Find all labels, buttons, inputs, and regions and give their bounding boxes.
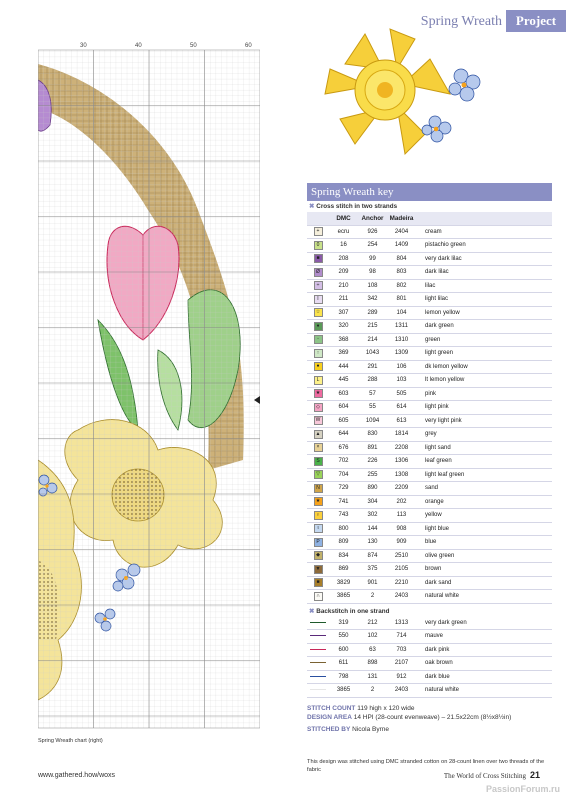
- key-row: [307, 643, 552, 657]
- symbol-swatch: ★: [314, 497, 323, 506]
- key-row: [307, 306, 552, 320]
- dmc-code: ecru: [337, 228, 350, 235]
- symbol-swatch: I: [314, 295, 323, 304]
- col-madeira: Madeira: [387, 212, 416, 225]
- anchor-code: 57: [369, 390, 376, 397]
- anchor-code: 901: [367, 579, 378, 586]
- colour-name: mauve: [425, 633, 444, 640]
- madeira-code: 1310: [394, 336, 409, 343]
- symbol-swatch: ι: [314, 524, 323, 533]
- backstitch-line-swatch: [310, 676, 326, 677]
- symbol-swatch: ●: [314, 362, 323, 371]
- symbol-swatch: L: [314, 376, 323, 385]
- madeira-code: 703: [396, 646, 407, 653]
- anchor-code: 131: [367, 673, 378, 680]
- anchor-code: 891: [367, 444, 378, 451]
- cross-icon: ✖: [309, 203, 315, 210]
- key-row: [307, 252, 552, 266]
- anchor-code: 898: [367, 660, 378, 667]
- anchor-code: 289: [367, 309, 378, 316]
- key-title: Spring Wreath key: [307, 183, 552, 201]
- madeira-code: 1309: [394, 350, 409, 357]
- key-row: [307, 320, 552, 334]
- anchor-code: 212: [367, 619, 378, 626]
- backstitch-heading: ✖ Backstitch in one strand: [309, 607, 390, 615]
- madeira-code: 103: [396, 377, 407, 384]
- anchor-code: 291: [367, 363, 378, 370]
- key-row: [307, 374, 552, 388]
- colour-name: light blue: [425, 525, 450, 532]
- dmc-code: 869: [338, 566, 349, 573]
- dmc-code: 444: [338, 363, 349, 370]
- dmc-code: 611: [338, 660, 349, 667]
- colour-name: dark pink: [425, 646, 450, 653]
- madeira-code: 614: [396, 404, 407, 411]
- axis-label-30: 30: [80, 43, 87, 49]
- symbol-swatch: Ø: [314, 268, 323, 277]
- key-row: [307, 293, 552, 307]
- anchor-code: 890: [367, 485, 378, 492]
- stitched-by: STITCHED BY Nicola Byrne: [307, 725, 390, 733]
- colour-name: olive green: [425, 552, 455, 559]
- key-row: [307, 590, 552, 604]
- symbol-swatch: P: [314, 538, 323, 547]
- colour-name: very light pink: [425, 417, 462, 424]
- colour-name: light sand: [425, 444, 451, 451]
- madeira-code: 113: [396, 512, 407, 519]
- anchor-code: 130: [367, 539, 378, 546]
- madeira-code: 909: [396, 539, 407, 546]
- madeira-code: 2209: [394, 485, 409, 492]
- symbol-swatch: ∩: [314, 592, 323, 601]
- backstitch-line-swatch: [310, 622, 326, 623]
- colour-name: light leaf green: [425, 471, 465, 478]
- colour-name: light green: [425, 350, 454, 357]
- backstitch-line-swatch: [310, 662, 326, 663]
- madeira-code: 106: [396, 363, 407, 370]
- dmc-code: 307: [338, 309, 349, 316]
- section-title: Spring Wreath: [420, 14, 502, 29]
- dmc-code: 809: [338, 539, 349, 546]
- colour-name: yellow: [425, 512, 442, 519]
- cross-stitch-table: [307, 212, 552, 604]
- dmc-code: 319: [338, 619, 349, 626]
- anchor-code: 288: [367, 377, 378, 384]
- madeira-code: 801: [396, 296, 407, 303]
- colour-name: cream: [425, 228, 442, 235]
- key-row: [307, 670, 552, 684]
- colour-name: dark green: [425, 323, 454, 330]
- key-row: [307, 347, 552, 361]
- dmc-code: 604: [338, 404, 349, 411]
- anchor-code: 98: [369, 269, 376, 276]
- magazine-name: The World of Cross Stitching: [443, 772, 526, 780]
- watermark: PassionForum.ru: [485, 784, 560, 794]
- backstitch-table: [307, 617, 552, 698]
- anchor-code: 55: [369, 404, 376, 411]
- key-header-row: [307, 212, 552, 225]
- dmc-code: 605: [338, 417, 349, 424]
- anchor-code: 375: [367, 566, 378, 573]
- axis-label-40: 40: [135, 43, 142, 49]
- col-dmc: DMC: [329, 212, 358, 225]
- symbol-swatch: ▽: [314, 470, 323, 479]
- key-row: [307, 482, 552, 496]
- colour-name: lilac: [425, 282, 436, 289]
- daffodil-stitched-image: [285, 24, 495, 174]
- madeira-code: 1308: [394, 471, 409, 478]
- madeira-code: 2403: [394, 593, 409, 600]
- colour-name: blue: [425, 539, 437, 546]
- anchor-code: 2: [370, 593, 375, 600]
- colour-name: dark lilac: [425, 269, 449, 276]
- section-tag: Project: [506, 10, 566, 32]
- madeira-code: 1306: [394, 458, 409, 465]
- dmc-code: 729: [338, 485, 349, 492]
- symbol-swatch: ÷: [314, 281, 323, 290]
- symbol-swatch: ↑: [314, 349, 323, 358]
- madeira-code: 1814: [394, 431, 409, 438]
- symbol-swatch: ■: [314, 254, 323, 263]
- dmc-code: 211: [338, 296, 349, 303]
- anchor-code: 304: [367, 498, 378, 505]
- key-row: [307, 617, 552, 630]
- anchor-code: 226: [367, 458, 378, 465]
- colour-name: pink: [425, 390, 437, 397]
- colour-name: oak brown: [425, 660, 453, 667]
- key-row: [307, 401, 552, 415]
- symbol-swatch: ◇: [314, 403, 323, 412]
- footer-url[interactable]: www.gathered.how/woxs: [38, 772, 116, 779]
- madeira-code: 804: [396, 255, 407, 262]
- col-anchor: Anchor: [358, 212, 387, 225]
- colour-name: leaf green: [425, 458, 452, 465]
- anchor-code: 302: [367, 512, 378, 519]
- key-row: [307, 522, 552, 536]
- symbol-swatch: ★: [314, 389, 323, 398]
- key-row: [307, 684, 552, 698]
- stitch-count: STITCH COUNT 119 high x 120 wide: [307, 704, 415, 712]
- key-row: [307, 266, 552, 280]
- madeira-code: 613: [396, 417, 407, 424]
- key-row: [307, 279, 552, 293]
- anchor-code: 214: [367, 336, 378, 343]
- madeira-code: 1311: [395, 323, 408, 330]
- anchor-code: 63: [369, 646, 376, 653]
- madeira-code: 802: [396, 282, 407, 289]
- key-row: [307, 360, 552, 374]
- madeira-code: 2105: [394, 566, 409, 573]
- dmc-code: 743: [338, 512, 349, 519]
- madeira-code: 908: [396, 525, 407, 532]
- symbol-swatch: ×: [314, 443, 323, 452]
- colour-name: pistachio green: [425, 242, 466, 249]
- key-row: [307, 509, 552, 523]
- backstitch-line-swatch: [310, 649, 326, 650]
- key-row: [307, 239, 552, 253]
- symbol-swatch: ◆: [314, 551, 323, 560]
- key-row: [307, 441, 552, 455]
- dmc-code: 208: [338, 255, 349, 262]
- axis-label-60: 60: [245, 43, 252, 49]
- colour-name: dark sand: [425, 579, 452, 586]
- madeira-code: 2403: [394, 687, 409, 694]
- symbol-swatch: ♀: [314, 511, 323, 520]
- colour-name: natural white: [425, 593, 460, 600]
- dmc-code: 209: [338, 269, 349, 276]
- key-row: [307, 495, 552, 509]
- anchor-code: 255: [367, 471, 378, 478]
- colour-name: sand: [425, 485, 439, 492]
- dmc-code: 741: [338, 498, 349, 505]
- chart-caption: Spring Wreath chart (right): [38, 738, 103, 744]
- dmc-code: 210: [338, 282, 349, 289]
- key-row: [307, 630, 552, 644]
- madeira-code: 2510: [394, 552, 409, 559]
- colour-name: dark blue: [425, 673, 450, 680]
- symbol-swatch: ◦: [314, 335, 323, 344]
- dmc-code: 369: [338, 350, 349, 357]
- key-row: [307, 536, 552, 550]
- colour-name: very dark lilac: [425, 255, 462, 262]
- symbol-swatch: S: [314, 457, 323, 466]
- anchor-code: 342: [367, 296, 378, 303]
- design-area: DESIGN AREA 14 HPI (28-count evenweave) – 21.5x22cm (8½x8½in): [307, 713, 512, 721]
- madeira-code: 2208: [394, 444, 409, 451]
- dmc-code: 704: [338, 471, 349, 478]
- key-row: [307, 468, 552, 482]
- dmc-code: 644: [338, 431, 349, 438]
- key-row: [307, 428, 552, 442]
- dmc-code: 702: [338, 458, 349, 465]
- dmc-code: 600: [338, 646, 349, 653]
- colour-name: lemon yellow: [425, 309, 460, 316]
- colour-name: dk lemon yellow: [425, 363, 468, 370]
- dmc-code: 445: [338, 377, 349, 384]
- dmc-code: 3865: [336, 593, 351, 600]
- cross-icon: ✖: [309, 607, 315, 615]
- anchor-code: 99: [369, 255, 376, 262]
- key-row: [307, 455, 552, 469]
- anchor-code: 108: [367, 282, 378, 289]
- colour-name: very dark green: [425, 619, 467, 626]
- key-row: [307, 414, 552, 428]
- symbol-swatch: ☆: [314, 308, 323, 317]
- key-row: [307, 387, 552, 401]
- anchor-code: 144: [367, 525, 378, 532]
- madeira-code: 912: [396, 673, 407, 680]
- madeira-code: 714: [396, 633, 407, 640]
- colour-name: natural white: [425, 687, 460, 694]
- center-arrow-icon: [254, 396, 260, 404]
- madeira-code: 505: [396, 390, 407, 397]
- symbol-swatch: +: [314, 227, 323, 236]
- madeira-code: 1409: [394, 242, 409, 249]
- design-note: This design was stitched using DMC stranded cotton on 28-count linen over two threads of the fabric: [307, 759, 545, 773]
- dmc-code: 603: [338, 390, 349, 397]
- key-row: [307, 563, 552, 577]
- colour-name: orange: [425, 498, 444, 505]
- page-number: 21: [529, 770, 540, 780]
- anchor-code: 254: [367, 242, 378, 249]
- stitch-key: [307, 183, 552, 734]
- colour-name: lt lemon yellow: [425, 377, 465, 384]
- dmc-code: 3865: [336, 687, 351, 694]
- key-row: [307, 576, 552, 590]
- colour-name: light lilac: [425, 296, 449, 303]
- backstitch-line-swatch: [310, 689, 326, 690]
- symbol-swatch: 0: [314, 241, 323, 250]
- dmc-code: 16: [340, 242, 347, 249]
- dmc-code: 320: [338, 323, 349, 330]
- anchor-code: 215: [367, 323, 378, 330]
- symbol-swatch: W: [314, 416, 323, 425]
- colour-name: green: [425, 336, 441, 343]
- madeira-code: 803: [396, 269, 407, 276]
- dmc-code: 800: [338, 525, 349, 532]
- cross-stitch-chart: [38, 40, 260, 735]
- dmc-code: 3829: [336, 579, 351, 586]
- symbol-swatch: ♦: [314, 322, 323, 331]
- colour-name: grey: [425, 431, 437, 438]
- anchor-code: 2: [370, 687, 375, 694]
- cross-stitch-heading: ✖ Cross stitch in two strands: [309, 203, 398, 210]
- key-row: [307, 225, 552, 239]
- anchor-code: 1043: [365, 350, 380, 357]
- key-row: [307, 333, 552, 347]
- anchor-code: 1094: [365, 417, 380, 424]
- dmc-code: 834: [338, 552, 349, 559]
- symbol-swatch: ▼: [314, 565, 323, 574]
- anchor-code: 926: [367, 228, 378, 235]
- madeira-code: 202: [396, 498, 407, 505]
- key-row: [307, 657, 552, 671]
- dmc-code: 676: [338, 444, 349, 451]
- anchor-code: 830: [367, 431, 378, 438]
- anchor-code: 874: [367, 552, 378, 559]
- colour-name: brown: [425, 566, 442, 573]
- madeira-code: 104: [396, 309, 407, 316]
- backstitch-line-swatch: [310, 635, 326, 636]
- madeira-code: 1313: [394, 619, 409, 626]
- madeira-code: 2404: [394, 228, 409, 235]
- dmc-code: 368: [338, 336, 349, 343]
- anchor-code: 102: [367, 633, 378, 640]
- symbol-swatch: ■: [314, 578, 323, 587]
- madeira-code: 2210: [394, 579, 409, 586]
- dmc-code: 550: [338, 633, 349, 640]
- symbol-swatch: N: [314, 484, 323, 493]
- colour-name: light pink: [425, 404, 449, 411]
- axis-label-50: 50: [190, 43, 197, 49]
- madeira-code: 2107: [394, 660, 409, 667]
- symbol-swatch: ▲: [314, 430, 323, 439]
- key-row: [307, 549, 552, 563]
- dmc-code: 798: [338, 673, 349, 680]
